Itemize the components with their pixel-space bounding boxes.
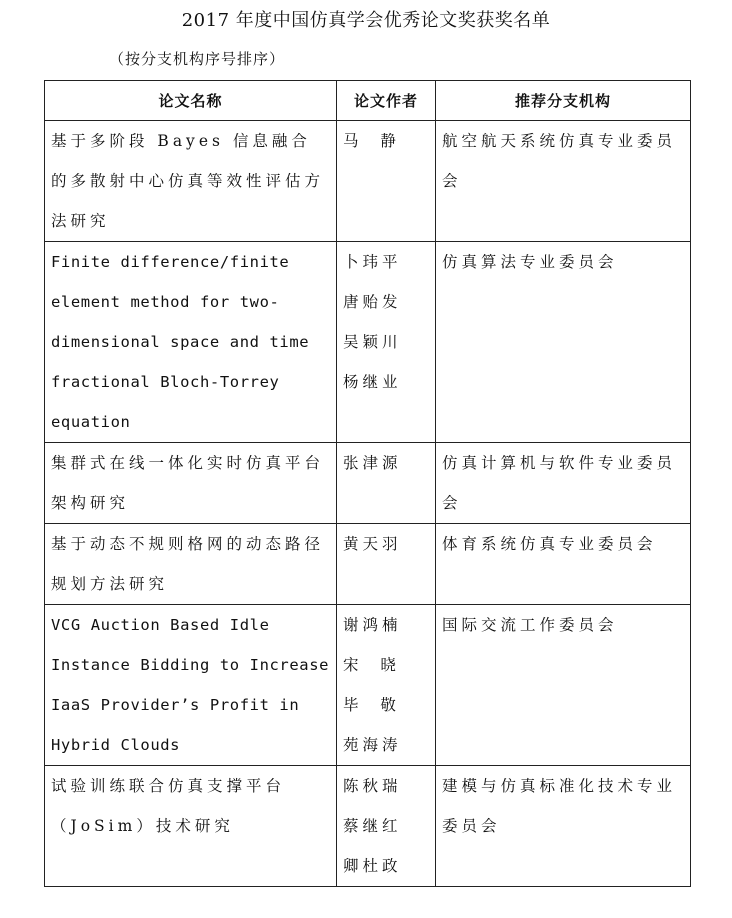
table-row — [45, 443, 691, 524]
recommending-org-cell — [436, 766, 691, 887]
author-name: 宋 晓 — [343, 656, 400, 674]
recommending-org-cell — [436, 443, 691, 524]
recommending-org-cell — [436, 121, 691, 242]
paper-authors-cell — [337, 766, 436, 887]
author-name: 卜玮平 — [343, 253, 402, 271]
paper-title: VCG Auction Based Idle Instance Bidding to Increase IaaS Provider’s Profit in Hybrid Clouds — [51, 616, 330, 754]
table-row — [45, 524, 691, 605]
document-title: 2017 年度中国仿真学会优秀论文奖获奖名单 — [181, 10, 551, 31]
table-header-row — [45, 81, 691, 121]
author-name: 陈秋瑞 — [343, 777, 402, 795]
paper-authors-cell — [337, 524, 436, 605]
author-name: 黄天羽 — [343, 535, 402, 553]
recommending-org: 仿真计算机与软件专业委员会 — [442, 454, 677, 512]
recommending-org-cell — [436, 242, 691, 443]
paper-title: 基于多阶段 Bayes 信息融合的多散射中心仿真等效性评估方法研究 — [51, 132, 325, 230]
author-name: 谢鸿楠 — [343, 616, 402, 634]
paper-authors-cell — [337, 443, 436, 524]
recommending-org: 体育系统仿真专业委员会 — [442, 535, 657, 553]
table-row — [45, 605, 691, 766]
author-name: 苑海涛 — [343, 736, 402, 754]
recommending-org: 建模与仿真标准化技术专业委员会 — [442, 777, 677, 835]
recommending-org: 仿真算法专业委员会 — [442, 253, 618, 271]
paper-title-cell — [45, 524, 337, 605]
paper-title-cell — [45, 443, 337, 524]
paper-title: 试验训练联合仿真支撑平台（JoSim）技术研究 — [51, 777, 286, 835]
paper-title: 集群式在线一体化实时仿真平台架构研究 — [51, 454, 325, 512]
recommending-org-cell — [436, 605, 691, 766]
table-row — [45, 766, 691, 887]
paper-title-cell — [45, 766, 337, 887]
author-name: 卿杜政 — [343, 857, 402, 875]
paper-authors-cell — [337, 242, 436, 443]
awards-table — [44, 80, 691, 887]
sort-note: （按分支机构序号排序） — [109, 50, 286, 68]
author-name: 毕 敬 — [343, 696, 400, 714]
author-name: 吴颖川 — [343, 333, 402, 351]
header-recommending-org: 推荐分支机构 — [436, 81, 691, 121]
author-name: 张津源 — [343, 454, 402, 472]
header-paper-title: 论文名称 — [45, 81, 337, 121]
header-paper-authors: 论文作者 — [337, 81, 436, 121]
author-name: 蔡继红 — [343, 817, 402, 835]
paper-authors-cell — [337, 121, 436, 242]
paper-title-cell — [45, 605, 337, 766]
author-name: 唐贻发 — [343, 293, 402, 311]
recommending-org-cell — [436, 524, 691, 605]
recommending-org: 航空航天系统仿真专业委员会 — [442, 132, 677, 190]
paper-title-cell — [45, 121, 337, 242]
table-row — [45, 242, 691, 443]
author-name: 杨继业 — [343, 373, 402, 391]
table-row — [45, 121, 691, 242]
author-name: 马 静 — [343, 132, 400, 150]
paper-authors-cell — [337, 605, 436, 766]
paper-title: 基于动态不规则格网的动态路径规划方法研究 — [51, 535, 325, 593]
recommending-org: 国际交流工作委员会 — [442, 616, 618, 634]
paper-title-cell — [45, 242, 337, 443]
paper-title: Finite difference/finite element method for two-dimensional space and time fractional Bloch-Torrey equation — [51, 253, 310, 431]
